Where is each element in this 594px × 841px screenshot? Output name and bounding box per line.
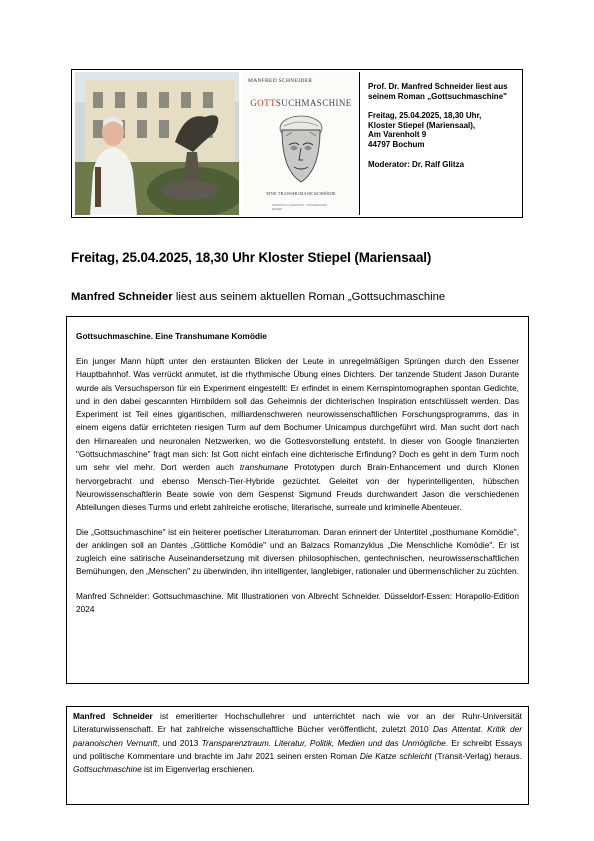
description-paragraph-1: [76, 355, 519, 515]
book-description-box: [66, 316, 529, 684]
bio-text-1: ist emeritierter Hochschullehrer und unterrichtet nach wie vor an der Ruhr-Universität Literaturwissenschaft. Er hat zahlreiche wissenschaftliche Bücher veröffentlicht, zuletzt 2010: [73, 711, 522, 735]
info-city: 44797 Bochum: [368, 139, 425, 149]
author-photo: [75, 72, 239, 215]
event-info: [368, 82, 520, 179]
bio-text-3: . Er schreibt Essays und politische Kommentare und brachte im Jahr 2021 seinen ersten Roman: [73, 737, 522, 761]
cover-head-illustration: [276, 110, 326, 193]
lead-text: liest aus seinem aktuellen Roman „Gottsuchmaschine: [172, 291, 446, 303]
lead-author: Manfred Schneider: [71, 291, 173, 303]
cover-publisher: HORAPOLLO-EDITION · DÜSSELDORF-ESSEN: [272, 203, 329, 211]
lead-line: [71, 291, 445, 303]
info-moderator: Moderator: Dr. Ralf Glitza: [368, 159, 465, 169]
bio-book-3: Die Katze schleicht: [359, 750, 432, 761]
bio-book-1: Das Attentat. Kritik der paranoischen Vernunft: [73, 724, 522, 748]
info-title: Prof. Dr. Manfred Schneider liest aus seinem Roman „Gottsuchmaschine": [368, 82, 508, 101]
description-citation: Manfred Schneider: Gottsuchmaschine. Mit Illustrationen von Albrecht Schneider. Düsseldorf-Essen: Horapollo-Edition 2024: [76, 590, 519, 615]
info-street: Am Varenholt 9: [368, 130, 427, 140]
event-headline: Freitag, 25.04.2025, 18,30 Uhr Kloster Stiepel (Mariensaal): [71, 250, 432, 265]
info-venue: Kloster Stiepel (Mariensaal),: [368, 120, 476, 130]
book-cover: [242, 72, 360, 215]
cover-subtitle: EINE TRANSHUMANE KOMÖDIE: [266, 191, 336, 196]
bio-text-4: (Transit-Verlag) heraus.: [431, 750, 522, 761]
bio-book-2: Transparenztraum. Literatur, Politik, Medien und das Unmögliche: [201, 737, 446, 748]
description-p1-part-b: Prototypen durch Brain-Enhancement und durch Klonen hervorgebracht und ebenso Mensch-Tier-Hybride gezüchtet. Geleitet von der hyperintelligenten, hübschen Neurowissenschaftlerin Beate sowie von dem Gespenst Sigmund Freuds durchwandert Jason die verschiedenen Abteilungen dieses Turms und erlebt zahlreiche erotische, literarische, surreale und kriminelle Abenteuer.: [76, 462, 519, 513]
bio-name: Manfred Schneider: [73, 711, 153, 721]
cover-title-rest: SUCHMASCHINE: [275, 98, 352, 108]
cover-title-first: GOTT: [250, 98, 276, 108]
description-paragraph-2: Die „Gottsuchmaschine" ist ein heiterer poetischer Literaturroman. Daran erinnert der Untertitel „posthumane Komödie", der anklingen soll an Dantes „Göttliche Komödie" und an Balzacs Romanzyklus „Die Menschliche Komödie". Er ist zugleich eine satirische Auseinandersetzung mit diversen philosophischen, gentechnischen, neurowissenschaftlichen Bemühungen, den „Menschen" zu überwinden, ihn intelligenter, langlebiger, rationaler und übermenschlicher zu züchten.: [76, 526, 519, 577]
bio-book-4: Gottsuchmaschine: [73, 764, 142, 775]
description-p1-emphasis: transhumane: [239, 462, 289, 473]
info-date: Freitag, 25.04.2025, 18,30 Uhr,: [368, 111, 482, 121]
bio-text-5: ist im Eigenverlag erschienen.: [141, 764, 255, 775]
cover-title: [242, 98, 360, 108]
author-bio-box: [66, 706, 529, 805]
description-p1-part-a: Ein junger Mann hüpft unter den erstaunten Blicken der Leute in unregelmäßigen Sprüngen durch den Essener Hauptbahnhof. Was verrückt anmutet, ist die rhythmische Übung eines Dichters. Der tanzende Student Jason Durante wurde als Versuchsperson für ein Experiment eingestellt: Er erfindet in einem Kernspintomographen spontan Gedichte, und in den dabei gescannten Hirnbildern soll das Geheimnis der dichterischen Inspiration entschlüsselt werden. Das Experiment ist Teil eines gigantischen, milliardenschweren neurowissenschaftlichen Forschungsprogramms, das in einem eigens dafür errichteten riesigen Turm auf dem Bochumer Unicampus durchgeführt wird. Man sucht dort nach den Hirnarealen und neuronalen Netzwerken, wo die Gottesvorstellung entsteht. In dieser von Google finanzierten "Gottsuchmaschine" fragt man sich: Ist Gott nicht einfach eine dichterische Erfindung? Doch es geht in dem Turm noch um sehr viel mehr. Dort werden auch: [76, 356, 519, 473]
description-title: Gottsuchmaschine. Eine Transhumane Komödie: [76, 331, 267, 341]
cover-author: MANFRED SCHNEIDER: [248, 78, 313, 84]
bio-text-2: , und 2013: [157, 737, 202, 748]
info-address: [368, 111, 520, 149]
